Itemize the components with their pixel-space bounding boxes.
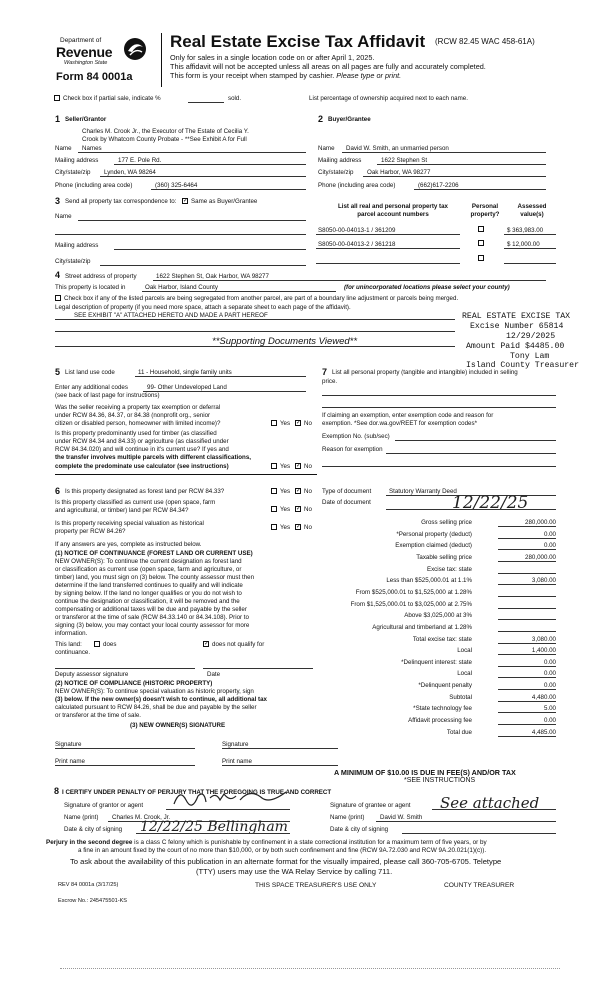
exemption-no-checkbox[interactable]: ✓ xyxy=(296,420,302,426)
deputy-date-label: Date xyxy=(207,671,221,678)
perjury-line2: a fine in an amount fixed by the court of no more than $10,000, or by both such confinement and fine (RCW 9A.72.030 and RCW 9A.20.021(1)(c)). xyxy=(78,847,487,854)
street-address-label: Street address of property xyxy=(65,273,137,280)
reason-field-2[interactable] xyxy=(322,466,556,467)
grantee-name-label: Name (print) xyxy=(330,814,365,821)
seller-phone-line xyxy=(151,189,306,190)
tax-row-value[interactable]: 0.00 xyxy=(543,542,556,549)
deputy-signature-label: Deputy assessor signature xyxy=(55,671,129,678)
grantor-date-label: Date & city of signing xyxy=(64,826,123,833)
section3-number: 3 xyxy=(55,196,61,206)
header-divider xyxy=(161,33,162,87)
deputy-signature-field[interactable] xyxy=(55,668,195,669)
owner-print-field[interactable] xyxy=(55,765,195,766)
buyer-name-line xyxy=(342,152,546,153)
tax-row-label: Less than $525,000.01 at 1.1% xyxy=(386,577,472,584)
tax-row-label: From $525,000.01 to $1,525,000 at 1.28% xyxy=(355,589,472,596)
doc-type-label: Type of document xyxy=(322,488,372,495)
seller-heading: Seller/Grantor xyxy=(65,116,107,123)
see-instructions-note: *SEE INSTRUCTIONS xyxy=(404,777,476,784)
owner-print-label-2: Print name xyxy=(222,758,252,765)
buyer-name-label: Name xyxy=(318,145,335,152)
tax-row-line xyxy=(498,596,556,597)
does-not-qualify-checkbox[interactable]: ✓ xyxy=(204,641,210,647)
buyer-section-number: 2 xyxy=(318,114,324,124)
q-exemption-line1: Was the seller receiving a property tax exemption or deferral xyxy=(55,404,221,411)
exemption-note-b: exemption. *See dor.wa.gov/REET for exemption codes* xyxy=(322,420,478,427)
assessed-col-header-a: Assessed xyxy=(517,203,547,210)
section3-city-field[interactable] xyxy=(100,265,306,266)
section3-text: Send all property tax correspondence to: xyxy=(65,198,177,205)
parcel-number[interactable]: S8050-00-04013-2 / 361218 xyxy=(318,241,396,248)
tax-row-line xyxy=(498,608,556,609)
notice1-line: compensating or additional taxes will be due and payable by the seller xyxy=(55,606,247,613)
tax-row-label: Subtotal xyxy=(449,694,472,701)
does-not-label: does not qualify for xyxy=(212,641,265,648)
tax-row-label: Exemption claimed (deduct) xyxy=(395,542,472,549)
partial-sale-sold-label: sold. xyxy=(228,95,242,102)
buyer-phone-value[interactable]: (662)617-2206 xyxy=(418,182,459,189)
q-current-use-line2: and agricultural, or timber) land per RCW 84.34? xyxy=(55,507,189,514)
yes-label: Yes xyxy=(280,524,291,531)
seller-phone-label: Phone (including area code) xyxy=(55,182,133,189)
grantee-name-value[interactable]: David W. Smith xyxy=(380,814,423,821)
exemption-yes-checkbox[interactable] xyxy=(271,420,277,426)
section3-name-label: Name xyxy=(55,213,72,220)
tax-row-line xyxy=(498,736,556,737)
tax-row-value[interactable]: 3,080.00 xyxy=(531,636,556,643)
doc-type-value[interactable]: Statutory Warranty Deed xyxy=(389,488,457,495)
escrow-number: Escrow No.: 245475501-KS xyxy=(58,898,128,904)
q-timber-line5: complete the predominate use calculator (see instructions) xyxy=(55,463,229,470)
tax-row-line xyxy=(498,666,556,667)
yes-label: Yes xyxy=(280,488,291,495)
tax-row-line xyxy=(498,619,556,620)
q-timber-line2: under RCW 84.34 and 84.33) or agriculture (as classified under xyxy=(55,438,229,445)
notice3-title: (3) NEW OWNER(S) SIGNATURE xyxy=(130,722,226,729)
treasurer-use-only: THIS SPACE TREASURER'S USE ONLY xyxy=(255,882,377,889)
form-title: Real Estate Excise Tax Affidavit xyxy=(170,32,426,51)
tax-row-label: Gross selling price xyxy=(421,519,472,526)
partial-sale-percent-field[interactable] xyxy=(188,102,224,103)
buyer-heading: Buyer/Grantee xyxy=(328,116,371,123)
tax-row-value[interactable]: 3,080.00 xyxy=(531,577,556,584)
supporting-documents-stamp: **Supporting Documents Viewed** xyxy=(212,336,358,347)
if-yes-note: If any answers are yes, complete as instructed below. xyxy=(55,541,202,548)
stamp-line3: 12/29/2025 xyxy=(506,332,556,341)
land-use-label: List land use code xyxy=(65,369,115,376)
section5-number: 5 xyxy=(55,367,61,377)
notice1-line: continue the designation or classification, it will be removed and the xyxy=(55,598,240,605)
seller-name-line xyxy=(78,152,306,153)
tax-row-value[interactable]: 4,485.00 xyxy=(531,729,556,736)
does-label: does xyxy=(103,641,117,648)
exemption-note-a: If claiming an exemption, enter exemption code and reason for xyxy=(322,412,494,419)
tax-row-line xyxy=(498,643,556,644)
stamp-line2: Excise Number 65814 xyxy=(470,322,564,331)
footer-scan-line xyxy=(60,968,560,969)
stamp-line5: Tony Lam xyxy=(510,352,550,361)
unincorporated-note: (for unincorporated locations please select your county) xyxy=(344,284,510,291)
exemption-no-field[interactable] xyxy=(395,440,556,441)
section3-mail-label: Mailing address xyxy=(55,242,99,249)
tax-row-line xyxy=(498,584,556,585)
tax-row-line xyxy=(498,573,556,574)
same-as-buyer-checkbox[interactable]: ✓ xyxy=(183,198,189,204)
assessed-value[interactable]: $ 363,983.00 xyxy=(507,227,544,234)
tax-row-label: Taxable selling price xyxy=(416,554,472,561)
no-label: No xyxy=(304,506,312,513)
seller-city-label: City/state/zip xyxy=(55,169,91,176)
q-historic-line2: property per RCW 84.26? xyxy=(55,528,126,535)
personal-property-checkbox[interactable] xyxy=(478,240,484,246)
seller-name-label: Name xyxy=(55,145,72,152)
parcel-line xyxy=(316,248,460,249)
current-use-yes-checkbox[interactable] xyxy=(271,506,277,512)
tax-row-label: Total excise tax: state xyxy=(412,636,472,643)
current-use-no-checkbox[interactable]: ✓ xyxy=(296,506,302,512)
legal-line-1 xyxy=(55,319,455,320)
dept-line1: Department of xyxy=(60,37,102,44)
deputy-date-field[interactable] xyxy=(203,668,313,669)
tax-row-line xyxy=(498,724,556,725)
this-land-label: This land: xyxy=(55,641,82,648)
list-percentage-note: List percentage of ownership acquired next to each name. xyxy=(309,95,468,102)
section8-number: 8 xyxy=(54,786,60,796)
tax-row-label: Above $3,025,000 at 3% xyxy=(404,612,472,619)
buyer-phone-line xyxy=(414,189,546,190)
partial-sale-checkbox[interactable] xyxy=(54,95,60,101)
timber-yes-checkbox[interactable] xyxy=(271,463,277,469)
seller-name-line2: Crook by Whatcom County Probate - **See Exhibit A for Full xyxy=(82,136,247,143)
grantor-date-value[interactable]: 12/22/25 Bellingham xyxy=(140,819,288,835)
notice2-line: calculated pursuant to RCW 84.26, shall be due and payable by the seller xyxy=(55,704,257,711)
additional-codes-line xyxy=(143,391,306,392)
form-number: Form 84 0001a xyxy=(56,71,133,83)
tax-row-line xyxy=(498,712,556,713)
doc-date-label: Date of document xyxy=(322,499,371,506)
notice2-line: (3) below. If the new owner(s) doesn't wish to continue, all additional tax xyxy=(55,696,267,703)
tax-row-label: Excise tax: state xyxy=(426,566,472,573)
section4-number: 4 xyxy=(55,270,61,280)
does-qualify-checkbox[interactable] xyxy=(94,641,100,647)
tax-row-label: Local xyxy=(457,670,472,677)
tax-row-line xyxy=(498,526,556,527)
tax-row-value[interactable]: 4,480.00 xyxy=(531,694,556,701)
dept-line2: Revenue xyxy=(56,44,113,60)
grantee-date-line[interactable] xyxy=(402,833,556,834)
section3-mail-field[interactable] xyxy=(114,249,306,250)
dor-emblem-icon xyxy=(122,36,148,62)
tax-row-line xyxy=(498,549,556,550)
parcel-line[interactable] xyxy=(316,263,460,264)
seller-mail-line xyxy=(114,164,306,165)
grantor-signature-label: Signature of grantor or agent xyxy=(64,802,144,809)
same-as-buyer-label: Same as Buyer/Grantee xyxy=(191,198,258,205)
tax-row-line xyxy=(498,677,556,678)
doc-date-value[interactable]: 12/22/25 xyxy=(452,493,529,513)
located-value[interactable]: Oak Harbor, Island County xyxy=(145,284,218,291)
header-note1: Only for sales in a single location code on or after April 1, 2025. xyxy=(170,53,375,62)
tax-row-label: From $1,525,000.01 to $3,025,000 at 2.75% xyxy=(350,601,472,608)
q-timber-line1: Is this property predominantly used for timber (as classified xyxy=(55,430,217,437)
doc-date-line xyxy=(386,509,556,510)
buyer-city-line xyxy=(363,176,546,177)
revision-label: REV 84 0001a (3/17/25) xyxy=(58,882,119,888)
notice2-line: NEW OWNER(S): To continue special valuation as historic property, sign xyxy=(55,688,254,695)
grantee-signature-line xyxy=(432,809,556,810)
q-forest-land: Is this property designated as forest land per RCW 84.33? xyxy=(65,488,225,495)
timber-no-checkbox[interactable]: ✓ xyxy=(296,463,302,469)
notice1-line: information. xyxy=(55,630,88,637)
tax-row-value[interactable]: 0.00 xyxy=(543,682,556,689)
accessibility-line1: To ask about the availability of this publication in an alternate format for the visually impaired, please call 360-705-6705. Teletype xyxy=(70,857,502,866)
seller-city-value[interactable]: Lynden, WA 98264 xyxy=(104,169,156,176)
owner-print-field-2[interactable] xyxy=(222,765,338,766)
notice1-line: by signing below. If the land no longer qualifies or you do not wish to xyxy=(55,590,242,597)
notice1-line: determine if the land transferred continues to qualify and will indicate xyxy=(55,582,243,589)
tax-row-line xyxy=(498,654,556,655)
owner-signature-field[interactable] xyxy=(55,748,195,749)
seller-city-line xyxy=(100,176,306,177)
personal-property-line2[interactable] xyxy=(322,407,556,408)
stamp-line6: Island County Treasurer xyxy=(466,361,580,370)
grantee-signature-value[interactable]: See attached xyxy=(440,794,540,812)
reason-label: Reason for exemption xyxy=(322,446,383,453)
legal-description-value[interactable]: SEE EXHIBIT "A" ATTACHED HERETO AND MADE A PART HEREOF xyxy=(74,312,268,319)
located-line xyxy=(142,291,336,292)
section3-name-line2[interactable] xyxy=(55,234,306,235)
assessed-line xyxy=(504,248,556,249)
buyer-mail-line xyxy=(377,164,546,165)
tax-row-label: *Delinquent interest: state xyxy=(401,659,472,666)
buyer-name-value[interactable]: David W. Smith, an unmarried person xyxy=(346,145,449,152)
grantee-date-label: Date & city of signing xyxy=(330,826,389,833)
tax-row-value[interactable]: 1,400.00 xyxy=(531,647,556,654)
continuance-label: continuance. xyxy=(55,649,91,656)
parcel-col-header-a: List all real and personal property tax xyxy=(337,203,449,210)
buyer-city-value[interactable]: Oak Harbor, WA 98277 xyxy=(367,169,431,176)
notice1-line: timber) land, you must sign on (3) below. The county assessor must then xyxy=(55,574,255,581)
grantor-name-label: Name (print) xyxy=(64,814,99,821)
parcel-col-header-b: parcel account numbers xyxy=(357,211,429,218)
no-label: No xyxy=(304,524,312,531)
legal-line-2 xyxy=(55,331,455,332)
tax-row-label: *Delinquent penalty xyxy=(418,682,472,689)
section3-city-label: City/state/zip xyxy=(55,258,91,265)
notice1-title: (1) NOTICE OF CONTINUANCE (FOREST LAND OR CURRENT USE) xyxy=(55,550,253,557)
parcel-number[interactable]: S8050-00-04013-1 / 361209 xyxy=(318,227,396,234)
seller-section-number: 1 xyxy=(55,114,61,124)
personal-property-label-a: List all personal property (tangible and intangible) included in selling xyxy=(332,369,518,376)
county-treasurer-label: COUNTY TREASURER xyxy=(444,882,515,889)
buyer-mail-label: Mailing address xyxy=(318,157,362,164)
personal-col-header-b: property? xyxy=(470,211,500,218)
segregate-checkbox[interactable] xyxy=(55,295,61,301)
personal-property-checkbox[interactable] xyxy=(478,255,484,261)
grantor-signature-line xyxy=(166,809,290,810)
tax-row-value[interactable]: 0.00 xyxy=(543,670,556,677)
tax-row-line xyxy=(498,538,556,539)
notice1-line: NEW OWNER(S): To continue the current designation as forest land xyxy=(55,558,242,565)
legal-description-label: Legal description of property (if you need more space, attach a separate sheet to each page of the affidavit). xyxy=(55,304,351,311)
additional-codes-label: Enter any additional codes xyxy=(55,384,128,391)
tax-row-label: *Personal property (deduct) xyxy=(396,531,472,538)
no-label: No xyxy=(304,463,312,470)
personal-property-label-b: price. xyxy=(322,378,338,385)
partial-sale-label: Check box if partial sale, indicate % xyxy=(63,95,161,102)
street-address-value[interactable]: 1622 Stephen St, Oak Harbor, WA 98277 xyxy=(156,273,269,280)
q-exemption-line2: under RCW 84.36, 84.37, or 84.38 (nonprofit org., senior xyxy=(55,412,211,419)
personal-col-header-a: Personal xyxy=(471,203,499,210)
grantor-signature-image[interactable] xyxy=(170,786,290,810)
legal-line-3 xyxy=(55,346,455,347)
q-current-use-line1: Is this property classified as current use (open space, farm xyxy=(55,499,216,506)
seller-mail-value[interactable]: 177 E. Pole Rd. xyxy=(118,157,162,164)
form-rcw: (RCW 82.45 WAC 458-61A) xyxy=(435,37,535,46)
buyer-mail-value[interactable]: 1622 Stephen St xyxy=(381,157,428,164)
segregate-label: Check box if any of the listed parcels are being segregated from another parcel, are part of a boundary line adjustment or parcels being merged. xyxy=(64,295,459,302)
notice2-title: (2) NOTICE OF COMPLIANCE (HISTORIC PROPERTY) xyxy=(55,680,213,687)
land-use-value[interactable]: 11 - Household, single family units xyxy=(138,369,232,376)
seller-name-line1: Charles M. Crook Jr., the Executor of The Estate of Cecilia Y. xyxy=(82,128,249,135)
section5-divider xyxy=(55,474,317,475)
tax-row-line xyxy=(498,561,556,562)
historic-no-checkbox[interactable]: ✓ xyxy=(296,524,302,530)
q-timber-line4: the transfer involves multiple parcels with different classifications, xyxy=(55,454,251,461)
q-exemption-line3: citizen or disabled person, homeowner with limited income)? xyxy=(55,420,221,427)
seller-mail-label: Mailing address xyxy=(55,157,99,164)
grantee-signature-label: Signature of grantee or agent xyxy=(330,802,411,809)
accessibility-line2: (TTY) users may use the WA Relay Service by calling 711. xyxy=(196,867,393,876)
tax-row-label: Local xyxy=(457,647,472,654)
land-use-line xyxy=(135,376,306,377)
notice1-line: signing (3) below, you may contact your local county assessor for more xyxy=(55,622,250,629)
buyer-phone-label: Phone (including area code) xyxy=(318,182,396,189)
notice1-line: or classification as current use (open space, farm and agriculture, or xyxy=(55,566,242,573)
buyer-city-label: City/state/zip xyxy=(318,169,354,176)
street-address-line xyxy=(153,280,546,281)
notice1-line: or transferor at the time of sale (RCW 84.33.140 or 84.34.108). Prior to xyxy=(55,614,249,621)
tax-row-line xyxy=(498,631,556,632)
grantee-name-line xyxy=(376,821,556,822)
owner-signature-field-2[interactable] xyxy=(222,748,338,749)
no-label: No xyxy=(304,488,312,495)
minimum-fee-note: A MINIMUM OF $10.00 IS DUE IN FEE(S) AND/OR TAX xyxy=(334,768,516,777)
seller-name-value[interactable]: Names xyxy=(82,145,102,152)
yes-label: Yes xyxy=(280,506,291,513)
header-note3: This form is your receipt when stamped by cashier. Please type or print. xyxy=(170,71,402,80)
grantor-name-value[interactable]: Charles M. Crook, Jr. xyxy=(112,814,171,821)
personal-property-line1[interactable] xyxy=(322,395,556,396)
notice2-line: or transferor at the time of sale. xyxy=(55,712,141,719)
seller-phone-value[interactable]: (360) 325-6464 xyxy=(155,182,198,189)
no-label: No xyxy=(304,420,312,427)
tax-row-value[interactable]: 280,000.00 xyxy=(525,554,556,561)
owner-signature-label: Signature xyxy=(55,741,82,748)
tax-row-value[interactable]: 280,000.00 xyxy=(525,519,556,526)
historic-yes-checkbox[interactable] xyxy=(271,524,277,530)
forest-yes-checkbox[interactable] xyxy=(271,488,277,494)
tax-row-value[interactable]: 0.00 xyxy=(543,717,556,724)
exemption-no-label: Exemption No. (sub/sec) xyxy=(322,433,390,440)
assessed-value[interactable]: $ 12,000.00 xyxy=(507,241,540,248)
section3-name-field[interactable] xyxy=(78,220,306,221)
tax-row-label: Agricultural and timberland at 1.28% xyxy=(372,624,472,631)
yes-label: Yes xyxy=(280,420,291,427)
tax-row-value[interactable]: 0.00 xyxy=(543,531,556,538)
tax-row-line xyxy=(498,689,556,690)
see-back-note: (see back of last page for instructions) xyxy=(55,392,160,399)
stamp-line4: Amount Paid $4485.00 xyxy=(466,342,565,351)
header-note2: This affidavit will not be accepted unless all areas on all pages are fully and accurately completed. xyxy=(170,62,486,71)
grantor-date-line xyxy=(136,833,290,834)
section6-number: 6 xyxy=(55,486,61,496)
stamp-line1: REAL ESTATE EXCISE TAX xyxy=(462,312,571,321)
q-historic-line1: Is this property receiving special valuation as historical xyxy=(55,520,204,527)
tax-row-line xyxy=(498,701,556,702)
assessed-line xyxy=(504,234,556,235)
yes-label: Yes xyxy=(280,463,291,470)
owner-signature-label-2: Signature xyxy=(222,741,249,748)
reason-field[interactable] xyxy=(386,453,556,454)
located-label: This property is located in xyxy=(55,284,126,291)
section7-number: 7 xyxy=(322,367,328,377)
tax-row-value[interactable]: 0.00 xyxy=(543,659,556,666)
tax-row-label: *State technology fee xyxy=(413,705,472,712)
parcel-line xyxy=(316,234,460,235)
perjury-line1: Perjury in the second degree is a class C felony which is punishable by confinement in a state correctional institution for a maximum term of five years, or by xyxy=(46,839,487,846)
additional-codes-value[interactable]: 99- Other Undeveloped Land xyxy=(147,384,227,391)
certify-statement: I CERTIFY UNDER PENALTY OF PERJURY THAT THE FOREGOING IS TRUE AND CORRECT xyxy=(62,789,332,796)
tax-row-value[interactable]: 5.00 xyxy=(543,705,556,712)
assessed-line[interactable] xyxy=(504,263,556,264)
q-timber-line3: RCW 84.34.020) and will continue in it's current use? If yes and xyxy=(55,446,229,453)
owner-print-label: Print name xyxy=(55,758,85,765)
tax-row-label: Affidavit processing fee xyxy=(408,717,472,724)
forest-no-checkbox[interactable]: ✓ xyxy=(296,488,302,494)
tax-row-label: Total due xyxy=(446,729,472,736)
personal-property-checkbox[interactable] xyxy=(478,226,484,232)
dept-line3: Washington State xyxy=(64,60,108,66)
assessed-col-header-b: value(s) xyxy=(520,211,544,218)
